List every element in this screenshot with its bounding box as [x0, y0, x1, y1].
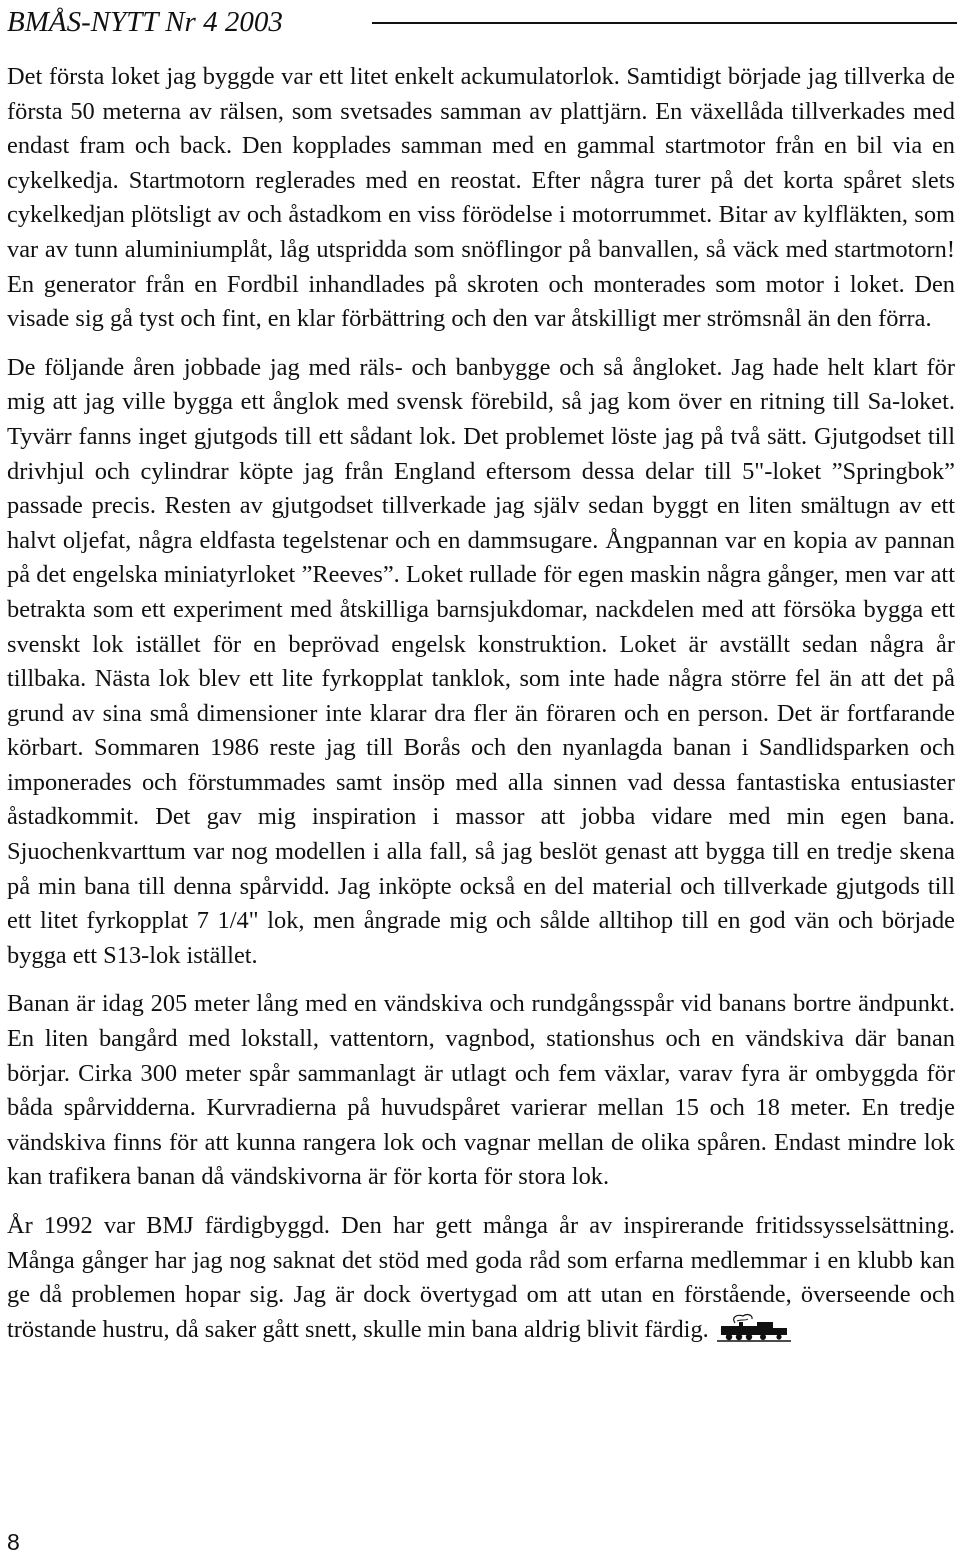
paragraph-4-text: År 1992 var BMJ färdigbyggd. Den har gett många år av inspirerande fritidssysselsättning. Många gånger har jag nog saknat det stöd med goda råd som erfarna medlemmar i en klubb kan ge då problemen hopar sig. Jag är dock övertygad om att utan en förstående, överseende och tröstande hustru, då saker gått snett, skulle min bana aldrig blivit färdig. [7, 1212, 955, 1343]
article-body [7, 60, 955, 1361]
paragraph-3: Banan är idag 205 meter lång med en vändskiva och rundgångsspår vid banans bortre ändpunkt. En liten bangård med lokstall, vattentorn, vagnbod, stationshus och en vändskiva där banan börjar. Cirka 300 meter spår sammanlagt är utlagt och fem växlar, varav fyra är ombyggda för båda spårvidderna. Kurvradierna på huvudspåret varierar mellan 15 och 18 meter. En tredje vändskiva finns för att kunna rangera lok och vagnar mellan de olika spåren. Endast mindre lok kan trafikera banan då vändskivorna är för korta för stora lok. [7, 990, 955, 1191]
paragraph-4 [7, 1209, 955, 1347]
paragraph-1: Det första loket jag byggde var ett litet enkelt ackumulatorlok. Samtidigt började jag tillverka de första 50 meterna av rälsen, som svetsades samman av plattjärn. En växellåda tillverkades med endast fram och back. Den kopplades samman med en gammal startmotor från en bil via en cykelkedja. Startmotorn reglerades med en reostat. Efter några turer på det korta spåret slets cykelkedjan plötsligt av och åstadkom en viss förödelse i motorrummet. Bitar av kylfläkten, som var av tunn aluminiumplåt, låg utspridda som snöflingor på banvallen, så väck med startmotorn! En generator från en Fordbil inhandlades på skroten och monterades som motor i loket. Den visade sig gå tyst och fint, en klar förbättring och den var åtskilligt mer strömsnål än den förra. [7, 63, 955, 333]
header-rule [372, 22, 957, 24]
paragraph-2: De följande åren jobbade jag med räls- och banbygge och så ångloket. Jag hade helt klart för mig att jag ville bygga ett ånglok med svensk förebild, så jag kom över en ritning till Sa-loket. Tyvärr fanns inget gjutgods till ett sådant lok. Det problemet löste jag på två sätt. Gjutgodset till drivhjul och cylindrar köpte jag från England eftersom dessa delar till 5"-loket ”Springbok” passade precis. Resten av gjutgodset tillverkade jag själv sedan byggt en liten smältugn av ett halvt oljefat, några eldfasta tegelstenar och en dammsugare. Ångpannan var en kopia av pannan på det engelska miniatyrloket ”Reeves”. Loket rullade för egen maskin några gånger, men var att betrakta som ett experiment med åtskilliga barnsjukdomar, nackdelen med att försöka bygga ett svenskt lok istället för en beprövad engelsk konstruktion. Loket är avställt sedan några år tillbaka. Nästa lok blev ett lite fyrkopplat tanklok, som inte hade några större fel än att det på grund av sina små dimensioner inte klarar dra fler än föraren och en person. Det är fortfarande körbart. Sommaren 1986 reste jag till Borås och den nyanlagda banan i Sandlidsparken och imponerades och förstummades samt insöp med alla sinnen vad dessa fantastiska entusiaster åstadkommit. Det gav mig inspiration i massor att jobba vidare med min egen bana. Sjuochenkvarttum var nog modellen i alla fall, så jag beslöt genast att bygga till en tredje skena på min bana till denna spårvidd. Jag inköpte också en del material och tillverkade gjutgods till ett litet fyrkopplat 7 1/4" lok, men ångrade mig och sålde alltihop till en god vän och började bygga ett S13-lok istället. [7, 353, 955, 969]
page-header [7, 2, 957, 44]
newsletter-title: BMÅS-NYTT Nr 4 2003 [7, 6, 283, 38]
page-number: 8 [7, 1529, 20, 1555]
steam-locomotive-icon [717, 1313, 791, 1343]
